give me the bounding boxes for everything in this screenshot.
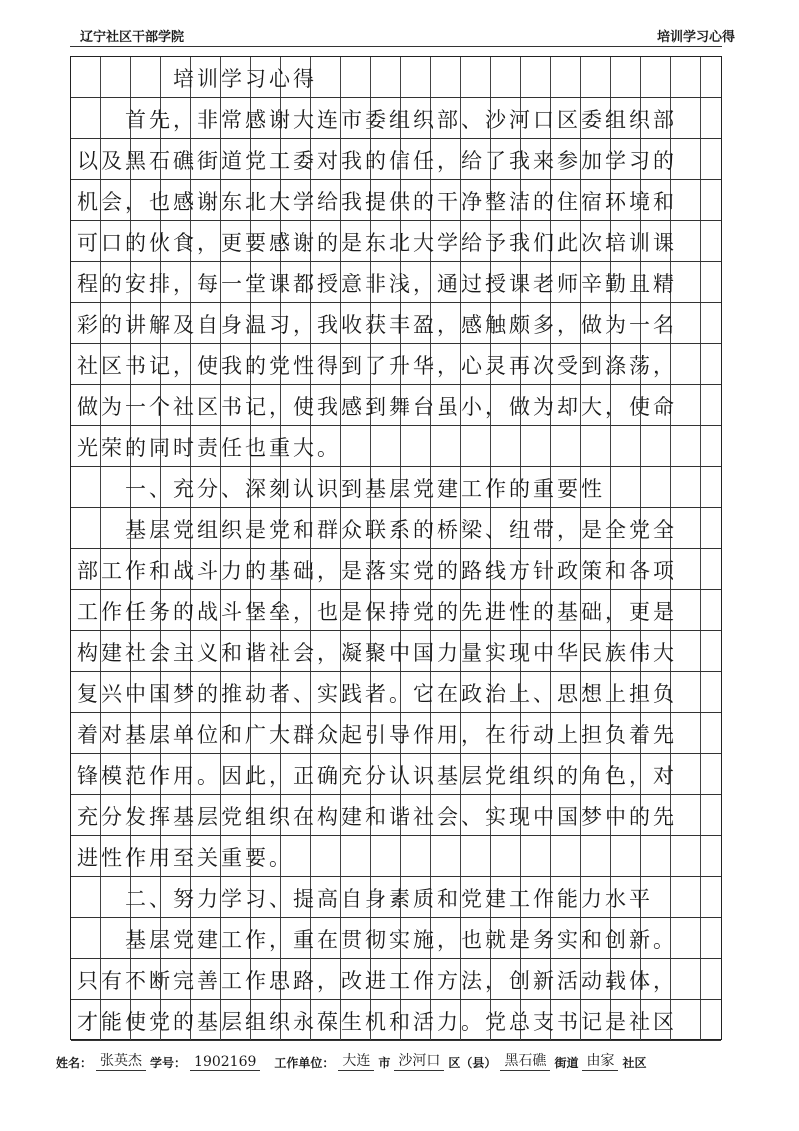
manuscript-row [71, 221, 721, 262]
manuscript-row [71, 959, 721, 1000]
street-value: 黑石礁 [500, 1050, 550, 1071]
manuscript-row [71, 549, 721, 590]
handwritten-line: 程的安排，每一堂课都授意非浅，通过授课老师辛勤且精 [77, 272, 677, 296]
manuscript-row [71, 795, 721, 836]
handwritten-line: 二、努力学习、提高自身素质和党建工作能力水平 [77, 887, 653, 911]
name-label: 姓名： [56, 1056, 93, 1070]
handwritten-line: 进性作用至关重要。 [77, 846, 293, 870]
document-type-header: 培训学习心得 [656, 30, 735, 45]
handwritten-line: 部工作和战斗力的基础，是落实党的路线方针政策和各项 [77, 559, 677, 583]
city-suffix: 市 [378, 1056, 391, 1070]
manuscript-row [71, 262, 721, 303]
handwritten-line: 基层党建工作，重在贯彻实施，也就是务实和创新。 [77, 928, 677, 952]
handwritten-line: 锋模范作用。因此，正确充分认识基层党组织的角色，对 [77, 764, 677, 788]
manuscript-row [71, 1000, 721, 1041]
manuscript-row [71, 836, 721, 877]
handwritten-line: 复兴中国梦的推动者、实践者。它在政治上、思想上担负 [77, 682, 677, 706]
manuscript-row [71, 508, 721, 549]
manuscript-row [71, 139, 721, 180]
handwritten-line: 光荣的同时责任也重大。 [77, 436, 341, 460]
handwritten-line: 工作任务的战斗堡垒，也是保持党的先进性的基础，更是 [77, 600, 677, 624]
handwritten-line: 机会，也感谢东北大学给我提供的干净整洁的住宿环境和 [77, 190, 677, 214]
work-label: 工作单位： [274, 1056, 335, 1070]
manuscript-row [71, 98, 721, 139]
handwritten-line: 只有不断完善工作思路，改进工作方法，创新活动载体， [77, 969, 677, 993]
manuscript-row [71, 57, 721, 98]
handwritten-line: 着对基层单位和广大群众起引导作用，在行动上担负着先 [77, 723, 677, 747]
manuscript-row [71, 180, 721, 221]
manuscript-row [71, 877, 721, 918]
handwritten-line: 才能使党的基层组织永葆生机和活力。党总支书记是社区 [77, 1010, 677, 1034]
manuscript-row [71, 385, 721, 426]
community-suffix: 社区 [622, 1056, 647, 1070]
district-value: 沙河口 [394, 1050, 444, 1071]
handwritten-line: 一、充分、深刻认识到基层党建工作的重要性 [77, 477, 605, 501]
handwritten-line: 首先，非常感谢大连市委组织部、沙河口区委组织部 [77, 108, 677, 132]
manuscript-row [71, 426, 721, 467]
handwritten-line: 彩的讲解及自身温习，我收获丰盈，感触颇多，做为一名 [77, 313, 677, 337]
handwritten-line: 以及黑石礁街道党工委对我的信任，给了我来参加学习的 [77, 149, 677, 173]
id-value: 1902169 [190, 1054, 260, 1071]
institution-header: 辽宁社区干部学院 [80, 30, 185, 45]
handwritten-line: 构建社会主义和谐社会，凝聚中国力量实现中华民族伟大 [77, 641, 677, 665]
manuscript-row [71, 467, 721, 508]
handwritten-line: 做为一个社区书记，使我感到舞台虽小，做为却大，使命 [77, 395, 677, 419]
manuscript-row [71, 303, 721, 344]
manuscript-row [71, 713, 721, 754]
manuscript-sheet [70, 56, 722, 1040]
manuscript-row [71, 631, 721, 672]
handwritten-line: 充分发挥基层党组织在构建和谐社会、实现中国梦中的先 [77, 805, 677, 829]
handwritten-line: 培训学习心得 [77, 67, 317, 91]
community-value: 由家 [582, 1050, 618, 1071]
city-value: 大连 [338, 1050, 374, 1071]
district-suffix: 区（县） [448, 1056, 497, 1070]
id-label: 学号： [150, 1056, 187, 1070]
manuscript-row [71, 918, 721, 959]
manuscript-row [71, 590, 721, 631]
footer-info [56, 1050, 759, 1071]
handwritten-line: 可口的伙食，更要感谢的是东北大学给予我们此次培训课 [77, 231, 677, 255]
handwritten-line: 基层党组织是党和群众联系的桥梁、纽带，是全党全 [77, 518, 677, 542]
handwritten-line: 社区书记，使我的党性得到了升华，心灵再次受到涤荡， [77, 354, 677, 378]
name-value: 张英杰 [96, 1050, 146, 1071]
manuscript-row [71, 754, 721, 795]
manuscript-row [71, 344, 721, 385]
manuscript-row [71, 672, 721, 713]
street-suffix: 街道 [554, 1056, 579, 1070]
header-rule [70, 46, 722, 47]
